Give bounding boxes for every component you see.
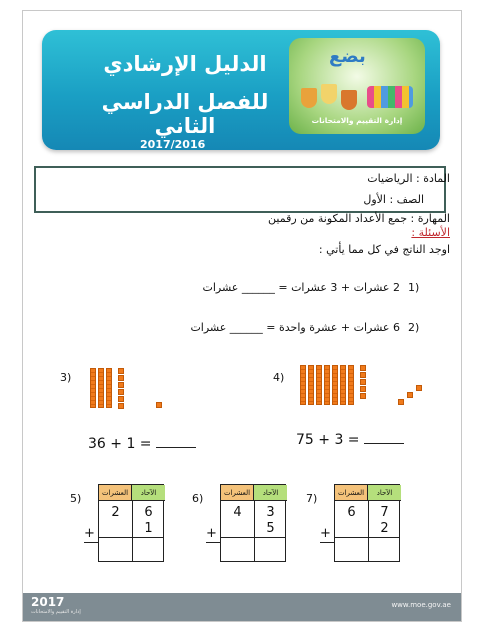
ones-cube	[118, 382, 124, 388]
tens-header: العشرات	[99, 485, 132, 501]
ones-header: الآحاد	[368, 485, 401, 501]
answer-cell-ones[interactable]	[368, 538, 401, 562]
q4-answer-blank[interactable]	[364, 432, 404, 444]
q4-expr-text: 75 + 3 =	[296, 432, 360, 448]
logo-caption: إدارة التقييم والامتحانات	[311, 116, 403, 125]
answer-cell-tens[interactable]	[99, 538, 132, 562]
q3-number: 3)	[60, 371, 72, 384]
answer-cell-ones[interactable]	[132, 538, 165, 562]
answer-cell-ones[interactable]	[254, 538, 287, 562]
questions-heading: الأسئلة :	[411, 226, 450, 239]
instruction-line: اوجد الناتج في كل مما يأتي :	[318, 243, 450, 256]
answer-cell-tens[interactable]	[335, 538, 368, 562]
banner-title: الدليل الإرشادي	[103, 52, 267, 76]
q2-equation: 6 عشرات + عشرة واحدة = ______ عشرات	[190, 321, 400, 334]
tens-rod	[98, 368, 104, 408]
table-number: 6)	[192, 492, 204, 505]
logo-mark: بضع	[329, 46, 366, 67]
sum-line	[320, 542, 334, 543]
added-ones-cube	[407, 392, 413, 398]
subject-line: المادة : الرياضيات	[367, 172, 450, 185]
answer-cell-tens[interactable]	[221, 538, 254, 562]
added-ones-cube	[416, 385, 422, 391]
q1-number: 1)	[408, 281, 420, 294]
top-tens-digit: 6	[347, 505, 356, 520]
tens-rod	[316, 365, 322, 405]
tens-rod	[324, 365, 330, 405]
grade-line: الصف : الأول	[363, 193, 424, 206]
top-ones-digit: 7	[380, 505, 389, 520]
plus-sign: +	[84, 526, 95, 541]
tens-rod	[348, 365, 354, 405]
q4-expression	[296, 432, 404, 448]
tens-rod	[308, 365, 314, 405]
top-ones-digit: 6	[144, 505, 153, 520]
plus-sign: +	[206, 526, 217, 541]
ones-cube	[360, 386, 366, 392]
place-value-table	[98, 484, 164, 562]
top-tens-digit: 4	[233, 505, 242, 520]
plus-sign: +	[320, 526, 331, 541]
q1-equation: 2 عشرات + 3 عشرات = ______ عشرات	[202, 281, 400, 294]
tens-rod	[106, 368, 112, 408]
add-ones-digit: 1	[144, 521, 153, 536]
q2-number: 2)	[408, 321, 420, 334]
ones-cube	[118, 375, 124, 381]
added-ones-cube	[156, 402, 162, 408]
added-ones-cube	[398, 399, 404, 405]
ones-cube	[118, 396, 124, 402]
ones-cube	[118, 389, 124, 395]
add-ones-digit: 2	[380, 521, 389, 536]
sum-line	[84, 542, 98, 543]
ones-cube	[118, 403, 124, 409]
tens-header: العشرات	[221, 485, 254, 501]
ones-header: الآحاد	[132, 485, 165, 501]
top-tens-digit: 2	[111, 505, 120, 520]
place-value-table	[220, 484, 286, 562]
banner-subtitle: للفصل الدراسي الثاني	[101, 90, 269, 138]
q3-answer-blank[interactable]	[156, 436, 196, 448]
table-number: 7)	[306, 492, 318, 505]
tens-rod	[300, 365, 306, 405]
flask-icon	[321, 84, 337, 104]
flask-icon	[301, 88, 317, 108]
add-ones-digit: 5	[266, 521, 275, 536]
tens-rod	[90, 368, 96, 408]
footer-bar	[23, 593, 461, 621]
ministry-logo	[289, 38, 425, 134]
skill-line: المهارة : جمع الأعداد المكونة من رقمين	[268, 212, 450, 225]
table-number: 5)	[70, 492, 82, 505]
q3-expr-text: 36 + 1 =	[88, 436, 152, 452]
ones-cube	[360, 372, 366, 378]
flask-icon	[341, 90, 357, 110]
ones-cube	[118, 368, 124, 374]
footer-website: www.moe.gov.ae	[391, 601, 451, 609]
ones-cube	[360, 365, 366, 371]
footer-subline: إدارة التقييم والامتحانات	[31, 609, 81, 615]
tens-rod	[332, 365, 338, 405]
ones-cube	[360, 379, 366, 385]
books-icon	[367, 86, 413, 108]
place-value-table	[334, 484, 400, 562]
sum-line	[206, 542, 220, 543]
q4-number: 4)	[273, 371, 285, 384]
ones-cube	[360, 393, 366, 399]
top-ones-digit: 3	[266, 505, 275, 520]
tens-rod	[340, 365, 346, 405]
tens-header: العشرات	[335, 485, 368, 501]
ones-header: الآحاد	[254, 485, 287, 501]
q3-expression	[88, 436, 196, 452]
footer-year: 2017	[31, 595, 65, 609]
banner-year: 2017/2016	[140, 138, 206, 151]
